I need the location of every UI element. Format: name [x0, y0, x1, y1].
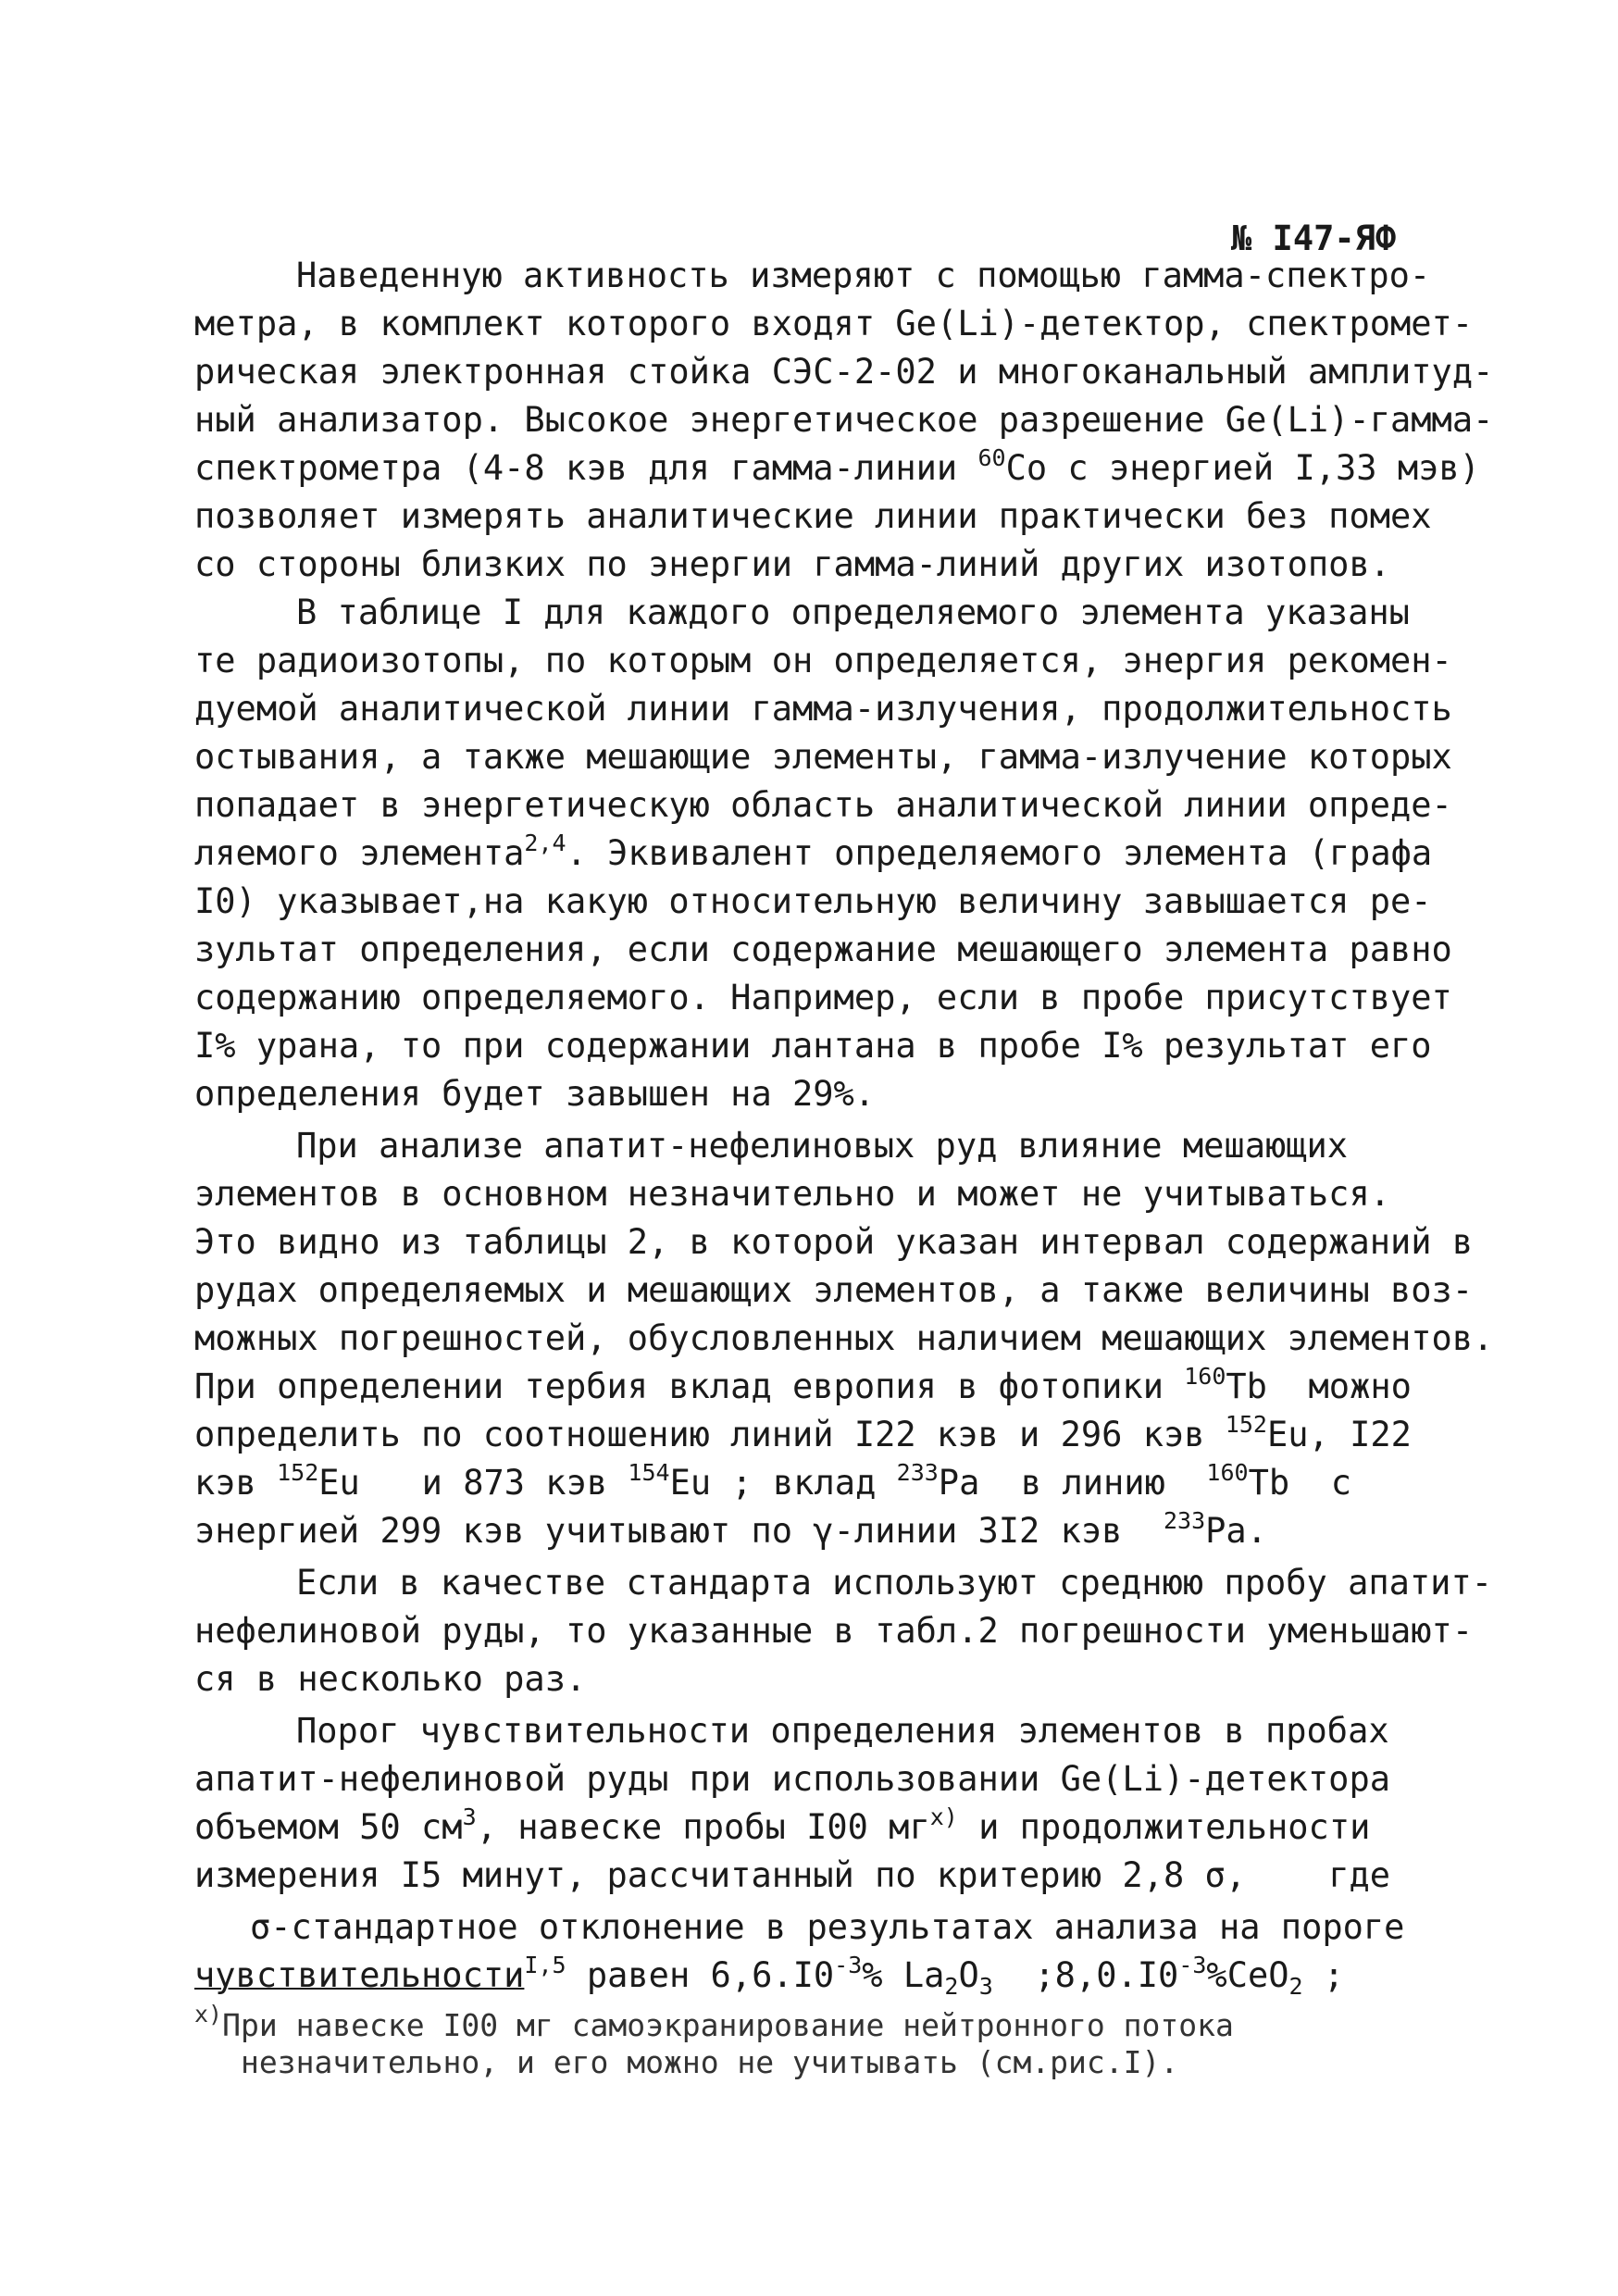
- text-span: с: [1330, 1463, 1351, 1503]
- text-span: . Эквивалент определяемого элемента (графа: [566, 833, 1433, 873]
- text-line: зультат определения, если содержание мешающего элемента равно: [194, 930, 1452, 969]
- text-span: O: [958, 1955, 979, 1995]
- text-line: метра, в комплект которого входят Ge(Li)-детектор, спектромет-: [194, 304, 1474, 343]
- text-span: CeO: [1226, 1955, 1289, 1995]
- text-line: [194, 1952, 1344, 2000]
- subscript: 3: [978, 1973, 993, 2000]
- text-span: измерения I5 минут, рассчитанный по критерию 2,8: [194, 1855, 1205, 1895]
- text-line: рудах определяемых и мешающих элементов, а также величины воз-: [194, 1270, 1474, 1310]
- text-line: Наведенную активность измеряют с помощью гамма-спектро-: [296, 256, 1431, 295]
- text-line: Это видно из таблицы 2, в которой указан интервал содержаний в: [194, 1222, 1474, 1262]
- text-line: [194, 1803, 1370, 1852]
- text-span: Co с энергией I,33 мэв): [1005, 448, 1480, 488]
- isotope-symbol: Eu: [318, 1463, 360, 1503]
- text-span: ;: [1323, 1955, 1345, 1995]
- text-line: попадает в энергетическую область аналитической линии опреде-: [194, 785, 1452, 825]
- text-span: и продолжительности: [978, 1807, 1371, 1847]
- sigma-symbol: σ: [250, 1907, 271, 1947]
- text-span: -линии 3I2 кэв: [833, 1511, 1123, 1551]
- text-span: La: [902, 1955, 945, 1995]
- formula: [902, 1955, 993, 2000]
- text-line: В таблице I для каждого определяемого элемента указаны: [296, 593, 1410, 632]
- text-line: остывания, а также мешающие элементы, гамма-излучение которых: [194, 737, 1452, 777]
- text-line: нефелиновой руды, то указанные в табл.2 погрешности уменьшают-: [194, 1611, 1474, 1651]
- isotope-mass: 160: [1184, 1363, 1226, 1390]
- text-span: объемом 50 см: [194, 1807, 463, 1847]
- text-line: содержанию определяемого. Например, если в пробе присутствует: [194, 978, 1452, 1017]
- isotope-mass: 233: [896, 1459, 939, 1486]
- text-line: рическая электронная стойка СЭС-2-02 и многоканальный амплитуд-: [194, 352, 1494, 392]
- text-line: [194, 1411, 1412, 1459]
- footnote-marker: x): [929, 1803, 958, 1830]
- isotope-mass: 154: [628, 1459, 670, 1486]
- isotope-symbol: Eu: [669, 1463, 712, 1503]
- text-span: -стандартное отклонение в результатах анализа на пороге: [270, 1907, 1405, 1947]
- isotope-symbol: Tb: [1226, 1366, 1267, 1406]
- text-line: [250, 1903, 1404, 1952]
- text-span: , навеске пробы I00 мг: [476, 1807, 930, 1847]
- text-span: можно: [1308, 1366, 1412, 1406]
- text-line: те радиоизотопы, по которым он определяется, энергия рекомен-: [194, 641, 1452, 680]
- text-span: определить по соотношению линий I22 кэв и 296 кэв: [194, 1415, 1226, 1454]
- text-line: измерения I5 минут, рассчитанный по критерию 2,8 σ, где: [194, 1855, 1391, 1895]
- text-line: [194, 830, 1432, 878]
- text-span: %: [862, 1955, 883, 1995]
- text-line: ный анализатор. Высокое энергетическое разрешение Ge(Li)-гамма-: [194, 400, 1494, 440]
- text-line: дуемой аналитической линии гамма-излучения, продолжительность: [194, 689, 1452, 729]
- text-line: ся в несколько раз.: [194, 1659, 587, 1699]
- text-span: При определении тербия вклад европия в фотопики: [194, 1366, 1185, 1406]
- text-span: , I22: [1308, 1415, 1412, 1454]
- isotope-symbol: Pa.: [1205, 1511, 1267, 1551]
- isotope-symbol: Eu: [1266, 1415, 1309, 1454]
- text-line: [194, 1459, 1351, 1507]
- text-span: ляемого элемента: [194, 833, 525, 873]
- footnote-marker: x): [194, 2001, 223, 2028]
- reference-superscript: 2,4: [524, 830, 566, 856]
- text-line: можных погрешностей, обусловленных наличием мешающих элементов.: [194, 1318, 1494, 1358]
- text-line: I0) указывает,на какую относительную величину завышается ре-: [194, 881, 1432, 921]
- text-span: энергией 299 кэв учитывают по: [194, 1511, 814, 1551]
- text-span: в линию: [1020, 1463, 1165, 1503]
- isotope-symbol: Pa: [938, 1463, 980, 1503]
- text-span: ;8,0.I0: [1034, 1955, 1179, 1995]
- text-line: Если в качестве стандарта используют среднюю пробу апатит-: [296, 1563, 1493, 1603]
- isotope-mass: 233: [1164, 1507, 1206, 1534]
- superscript: 3: [462, 1803, 477, 1830]
- text-span: ; вклад: [731, 1463, 877, 1503]
- text-line: со стороны близких по энергии гамма-линий других изотопов.: [194, 544, 1391, 584]
- text-span: равен 6,6.I0: [586, 1955, 835, 1995]
- subscript: 2: [944, 1973, 959, 2000]
- text-line: позволяет измерять аналитические линии практически без помех: [194, 496, 1432, 536]
- formula: [1226, 1955, 1303, 2000]
- isotope-mass: 152: [277, 1459, 319, 1486]
- text-line: I% урана, то при содержании лантана в пробе I% результат его: [194, 1026, 1432, 1066]
- text-span: спектрометра (4-8 кэв для гамма-линии: [194, 448, 978, 488]
- text-line: [194, 1363, 1412, 1411]
- exponent: -3: [1178, 1952, 1207, 1978]
- text-line: [194, 444, 1480, 493]
- text-line: элементов в основном незначительно и может не учитываться.: [194, 1174, 1391, 1214]
- text-line: Порог чувствительности определения элементов в пробах: [296, 1711, 1389, 1751]
- footnote-line: незначительно, и его можно не учитывать (см.рис.I).: [241, 2044, 1179, 2080]
- text-line: апатит-нефелиновой руды при использовании Ge(Li)-детектора: [194, 1759, 1391, 1799]
- superscript: 60: [977, 444, 1006, 471]
- text-line: [194, 1507, 1267, 1555]
- text-line: определения будет завышен на 29%.: [194, 1074, 876, 1114]
- isotope-symbol: Tb: [1248, 1463, 1290, 1503]
- subscript: 2: [1288, 1973, 1303, 2000]
- text-span: чувствительности: [194, 1955, 525, 1995]
- text-line: При анализе апатит-нефелиновых руд влияние мешающих: [296, 1126, 1349, 1166]
- gamma-symbol: γ: [813, 1511, 834, 1551]
- isotope-mass: 152: [1225, 1411, 1267, 1438]
- footnote-text: При навеске I00 мг самоэкранирование нейтронного потока: [222, 2007, 1234, 2043]
- sigma-symbol: σ: [1204, 1855, 1226, 1895]
- text-span: %: [1206, 1955, 1227, 1995]
- document-number: № I47-ЯФ: [1231, 218, 1397, 258]
- text-span: и 873 кэв: [421, 1463, 608, 1503]
- text-span: кэв: [194, 1463, 278, 1503]
- text-span: где: [1328, 1855, 1391, 1895]
- footnote-line: [194, 2001, 1234, 2044]
- reference-superscript: I,5: [524, 1952, 566, 1978]
- exponent: -3: [834, 1952, 863, 1978]
- isotope-mass: 160: [1206, 1459, 1249, 1486]
